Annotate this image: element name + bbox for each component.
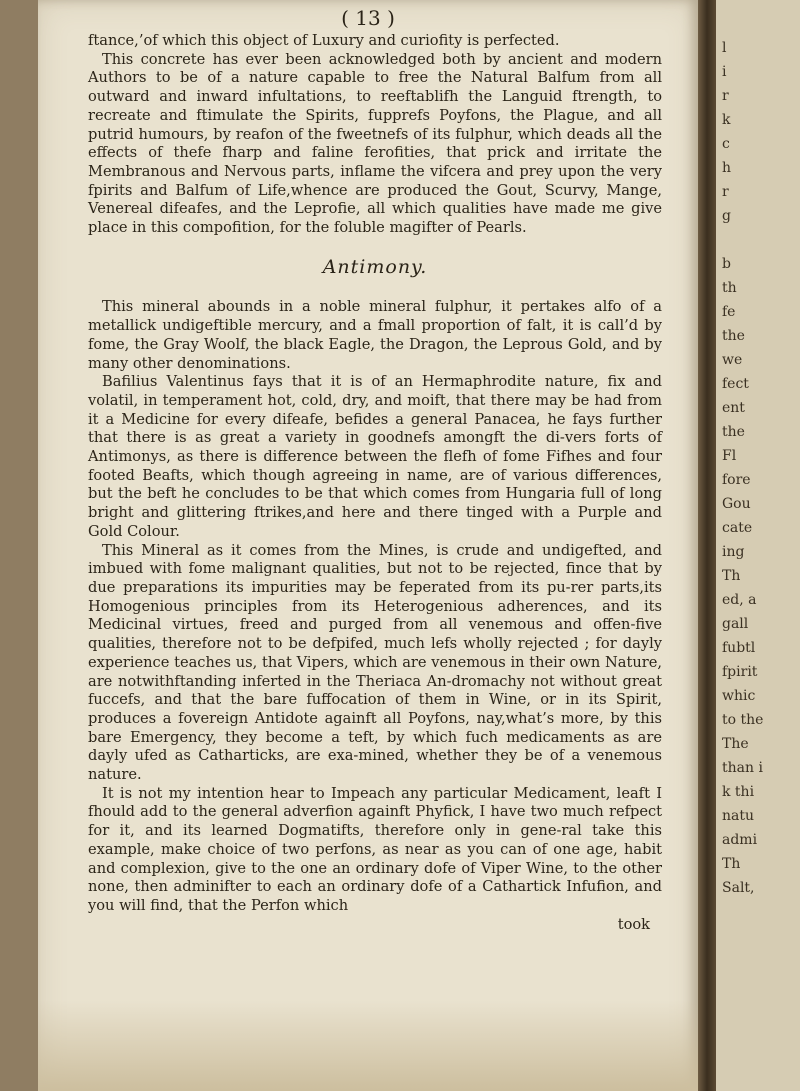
facing-page-fragment: admi [722, 832, 758, 848]
facing-page-fragment: we [722, 352, 743, 368]
facing-page-fragment: ent [722, 400, 745, 416]
facing-page-fragment: to the [722, 712, 764, 728]
facing-page-fragment: The [722, 736, 749, 752]
facing-page-fragment: fubtl [722, 640, 756, 656]
facing-page-fragment: gall [722, 616, 749, 632]
page-number: ( 13 ) [341, 6, 395, 30]
facing-page-fragment: k thi [722, 784, 755, 800]
paragraph: This mineral abounds in a noble mineral fulphur, it pertakes alfo of a metallick undigeftible mercury, and a fmall proportion of falt, it is call’d by fome, the Gray Woolf, the black Eagle, the Dragon, the Leprous Gold, and by many other denominations. [88, 298, 662, 372]
page-shadow [38, 1000, 698, 1091]
paragraph: Bafilius Valentinus fays that it is of an Hermaphrodite nature, fix and volatil, in temperament hot, cold, dry, and moift, that there may be had from it a Medicine for every difeafe, befides a general Panacea, he fays further that there is as great a variety in goodnefs amongft the di-vers forts of Antimonys, as there is difference between the flefh of fome Fifhes and four footed Beafts, which though agreeing in name, are of various differences, but the beft he concludes to be that which comes from Hungaria full of long bright and glittering ftrikes,and here and there tinged with a Purple and Gold Colour. [88, 373, 662, 540]
facing-page-fragment: k [722, 112, 731, 128]
facing-page-fragment: ed, a [722, 592, 757, 608]
facing-page-fragment: b [722, 256, 731, 272]
facing-page-fragment: h [722, 160, 732, 176]
facing-page-fragment: than i [722, 760, 763, 776]
book-gutter [698, 0, 716, 1091]
facing-page [716, 0, 800, 1091]
facing-page-fragment: fect [722, 376, 749, 392]
catchword: took [617, 915, 650, 933]
facing-page-fragment: whic [722, 688, 756, 704]
facing-page-fragment: Salt, [722, 880, 755, 896]
facing-page-fragment: the [722, 424, 745, 440]
facing-page-fragment: th [722, 280, 737, 296]
facing-page-fragment: fore [722, 472, 751, 488]
paragraph: ftance,’of which this object of Luxury and curiofity is perfected. [88, 32, 560, 49]
facing-page-fragment: Gou [722, 496, 751, 512]
facing-page-fragment: g [722, 208, 731, 224]
facing-page-fragment: fe [722, 304, 736, 320]
facing-page-fragment: fpirit [722, 664, 758, 680]
facing-page-fragment: Fl [722, 448, 737, 464]
section-heading: Antimony. [322, 255, 428, 278]
facing-page-fragment: natu [722, 808, 755, 824]
facing-page-fragment: r [722, 88, 729, 104]
paragraph: It is not my intention hear to Impeach any particular Medicament, leaft I fhould add to the general adverfion againft Phyfick, I have two much refpect for it, and its learned Dogmatifts, therefore only in gene-ral take this example, make choice of two perfons, as near as you can of one age, habit and complexion, give to the one an ordinary dofe of Viper Wine, to the other none, then adminifter to each an ordinary dofe of a Cathartick Infufion, and you will find, that the Perfon which [88, 784, 662, 914]
paragraph: This concrete has ever been acknowledged both by ancient and modern Authors to be of a nature capable to free the Natural Balfum from all outward and inward infultations, to reeftablifh the Languid ftrength, to recreate and ftimulate the Spirits, fupprefs Poyfons, the Plague, and all putrid humours, by reafon of the fweetnefs of its fulphur, which deads all the effects of thefe fharp and faline ferofities, that prick and irritate the Membranous and Nervous parts, inflame the vifcera and prey upon the very fpirits and Balfum of Life,whence are produced the Gout, Scurvy, Mange, Venereal difeafes, and the Leprofie, all which qualities have made me give place in this compofition, for the foluble magifter of Pearls. [88, 50, 662, 237]
paragraph: This Mineral as it comes from the Mines, is crude and undigefted, and imbued with fome malignant qualities, but not to be rejected, fince that by due preparations its impurities may be feperated from its pu-rer parts,its Homogenious principles from its Heterogenious adherences, and its Medicinal virtues, freed and purged from all venemous and offen-five qualities, therefore not to be defpifed, much lefs wholly rejected ; for dayly experience teaches us, that Vipers, which are venemous in their own Nature, are notwithftanding inferted in the Theriaca An-dromachy not without great fuccefs, and that the bare fuffocation of them in Wine, or in its Spirit, produces a fovereign Antidote againft all Poyfons, nay,what’s more, by this bare Emergency, they become a teft, by which fuch medicaments as are dayly ufed as Catharticks, are exa-mined, whether they be of a venemous nature. [88, 541, 662, 784]
facing-page-fragment: l [722, 40, 727, 56]
facing-page-fragment: cate [722, 520, 753, 536]
facing-page-fragment: r [722, 184, 729, 200]
facing-page-fragment: Th [722, 856, 741, 872]
facing-page-fragment: c [722, 136, 730, 152]
facing-page-fragment: the [722, 328, 745, 344]
book-page [38, 0, 698, 1091]
facing-page-fragment: i [722, 64, 727, 80]
facing-page-fragment: ing [722, 544, 745, 560]
facing-page-fragment: Th [722, 568, 741, 584]
page-body [88, 32, 662, 934]
